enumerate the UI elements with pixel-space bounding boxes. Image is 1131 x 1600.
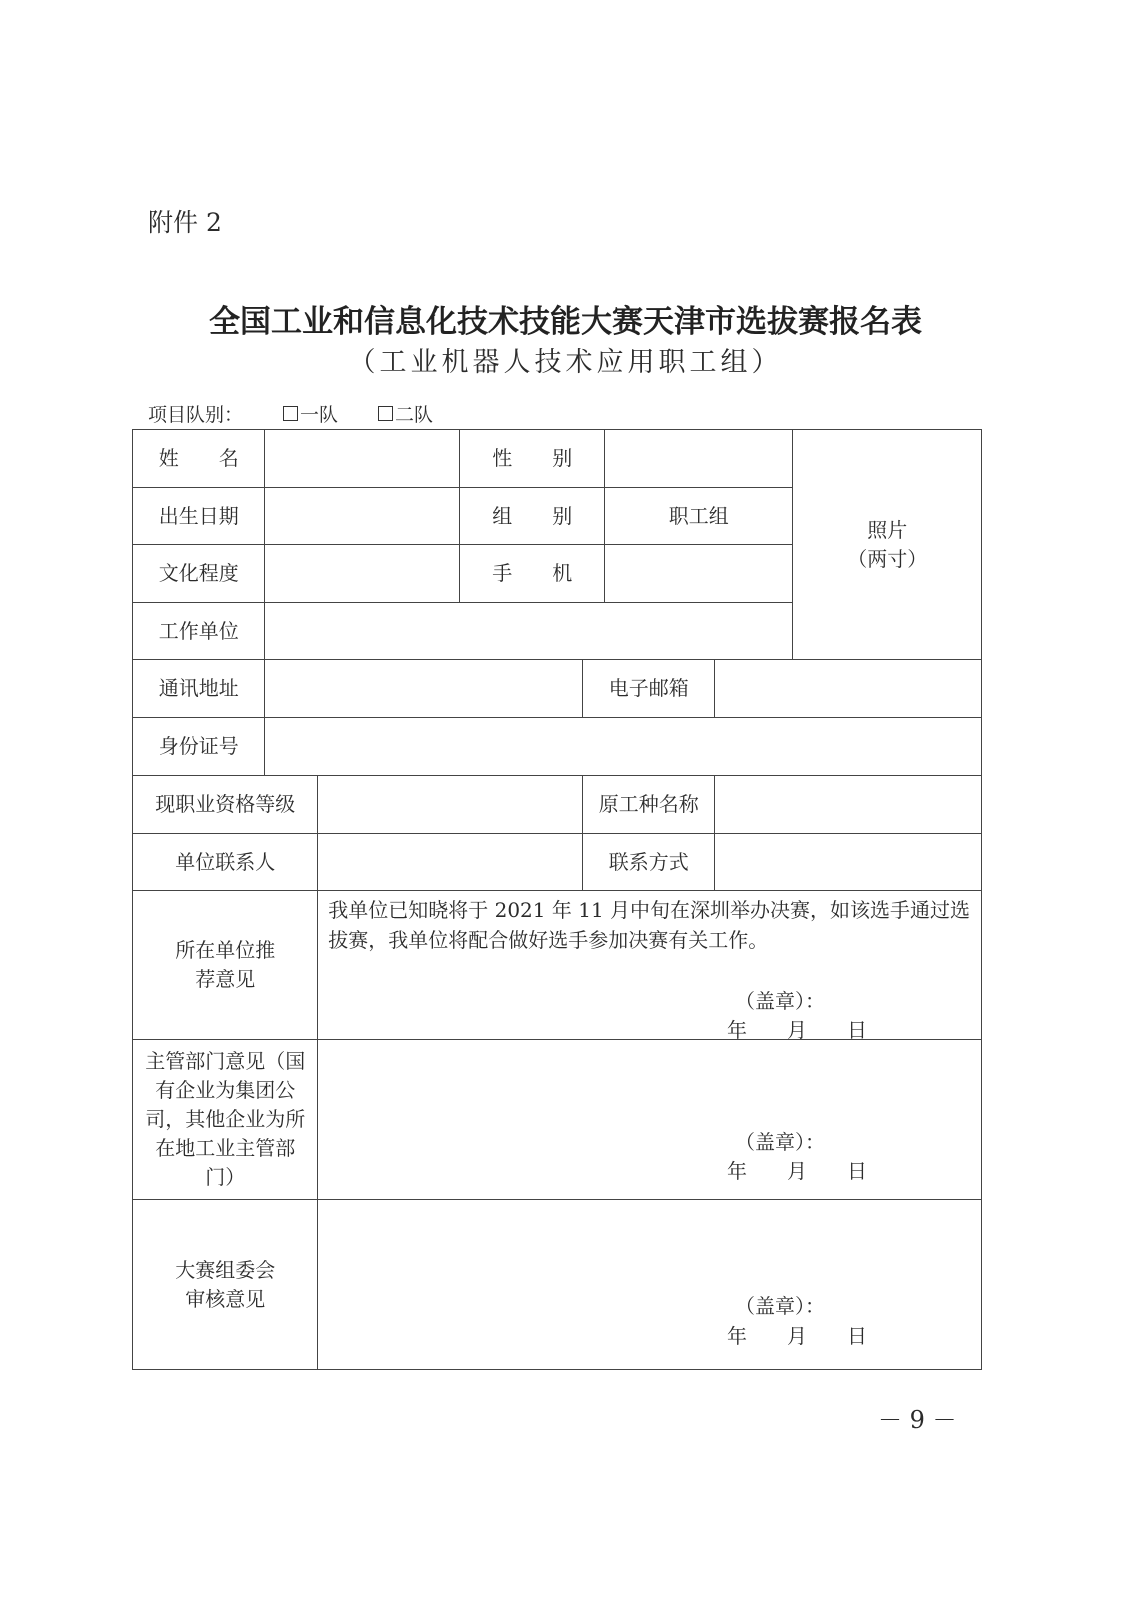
page-number: － 9 －: [878, 1406, 957, 1434]
form-title: 全国工业和信息化技术技能大赛天津市选拔赛报名表: [209, 304, 922, 340]
phone-label: 手 机: [459, 544, 605, 603]
attachment-label: 附件 2: [148, 208, 222, 237]
dept-seal: （盖章）：: [735, 1130, 825, 1154]
contact-method-label: 联系方式: [582, 833, 715, 891]
team-option-1[interactable]: 一队: [283, 400, 338, 427]
id-field[interactable]: [264, 717, 982, 776]
unit-contact-field[interactable]: [317, 833, 583, 891]
committee-opinion-label: 大赛组委会审核意见: [132, 1199, 318, 1370]
team-selection: [148, 400, 433, 427]
unit-date: 年 月 日: [727, 1018, 867, 1042]
unit-seal: （盖章）：: [735, 989, 825, 1013]
id-label: 身份证号: [132, 717, 265, 776]
education-label: 文化程度: [132, 544, 265, 603]
phone-field[interactable]: [604, 544, 793, 603]
photo-size: （两寸）: [847, 546, 928, 571]
employer-field[interactable]: [264, 602, 793, 660]
committee-opinion-field[interactable]: [317, 1199, 982, 1370]
unit-opinion-label: 所在单位推荐意见: [132, 890, 318, 1040]
gender-label: 性 别: [459, 429, 605, 488]
team-label: 项目队别：: [148, 404, 244, 426]
gender-field[interactable]: [604, 429, 793, 488]
employer-label: 工作单位: [132, 602, 265, 660]
committee-date: 年 月 日: [727, 1324, 867, 1348]
dept-opinion-field[interactable]: [317, 1039, 982, 1200]
photo-box[interactable]: [792, 429, 982, 660]
name-label: 姓 名: [132, 429, 265, 488]
dept-opinion-label: 主管部门意见（国有企业为集团公司，其他企业为所在地工业主管部门）: [132, 1039, 318, 1200]
contact-method-field[interactable]: [714, 833, 982, 891]
qualification-label: 现职业资格等级: [132, 775, 318, 834]
name-field[interactable]: [264, 429, 460, 488]
qualification-field[interactable]: [317, 775, 583, 834]
original-trade-label: 原工种名称: [582, 775, 715, 834]
checkbox-icon[interactable]: [283, 406, 298, 421]
unit-contact-label: 单位联系人: [132, 833, 318, 891]
dept-date: 年 月 日: [727, 1159, 867, 1183]
birth-label: 出生日期: [132, 487, 265, 545]
group-value: 职工组: [604, 487, 793, 545]
committee-seal: （盖章）：: [735, 1294, 825, 1318]
address-label: 通讯地址: [132, 659, 265, 718]
form-subtitle: （工业机器人技术应用职工组）: [348, 347, 783, 378]
checkbox-icon[interactable]: [378, 406, 393, 421]
address-field[interactable]: [264, 659, 583, 718]
email-label: 电子邮箱: [582, 659, 715, 718]
team-option-2[interactable]: 二队: [378, 400, 433, 427]
original-trade-field[interactable]: [714, 775, 982, 834]
birth-field[interactable]: [264, 487, 460, 545]
group-label: 组 别: [459, 487, 605, 545]
photo-label: 照片: [867, 517, 908, 542]
email-field[interactable]: [714, 659, 982, 718]
education-field[interactable]: [264, 544, 460, 603]
unit-opinion-text: 我单位已知晓将于 2021 年 11 月中旬在深圳举办决赛，如该选手通过选拔赛，我单位将配合做好选手参加决赛有关工作。: [317, 890, 982, 1040]
